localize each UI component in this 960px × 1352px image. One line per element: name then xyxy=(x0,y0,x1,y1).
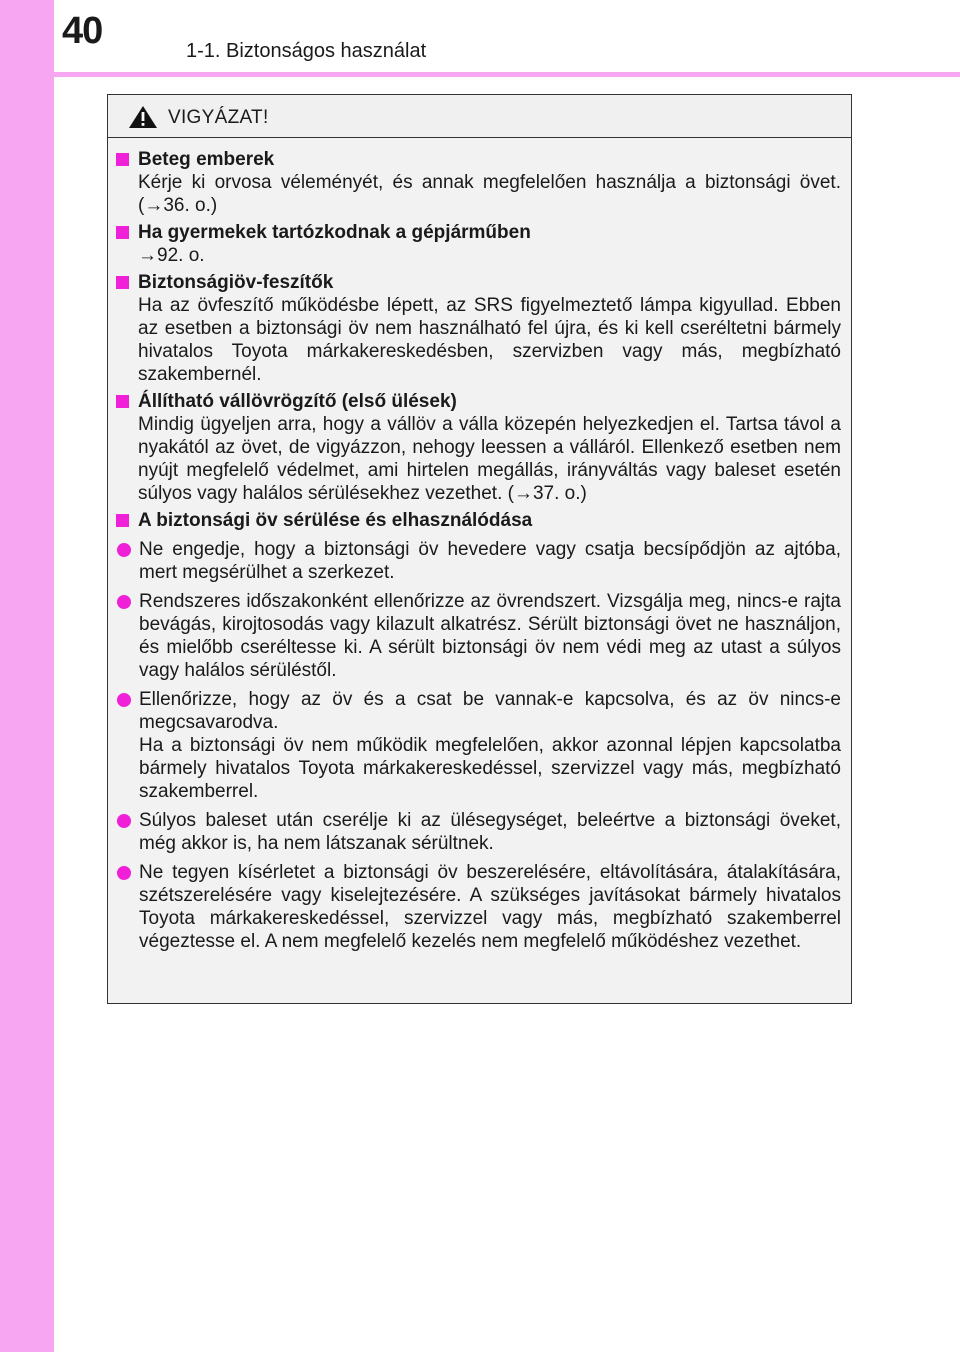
item-text: Ha az övfeszítő működésbe lépett, az SRS figyelmeztető lámpa kigyullad. Ebben az esetben a biztonsági öv nem használható fel újra, és ki kell cseréltetni bármely hivatalos Toyota márkakereskedésben, szervizben vagy más, megbízható szakembernél. xyxy=(138,295,841,385)
item-heading: Beteg emberek xyxy=(138,149,275,170)
item-text: Mindig ügyeljen arra, hogy a vállöv a válla közepén helyezkedjen el. Tartsa távol a nyakától az övet, de vigyázzon, nehogy leessen a válláról. Ellenkező esetben nem nyújt megfelelő védelmet, ami hirtelen megállás, irányváltás vagy baleset esetén súlyos vagy halálos sérülésekhez vezethet. (→37. o.) xyxy=(138,414,841,504)
warning-triangle-icon xyxy=(128,105,158,129)
square-bullet-icon xyxy=(116,514,129,527)
list-item: Súlyos baleset után cserélje ki az ülésegységet, beleértve a biztonsági öveket, még akkor is, ha nem látszanak sérültnek. xyxy=(114,809,841,855)
round-bullet-icon xyxy=(117,595,131,609)
item-heading: A biztonsági öv sérülése és elhasználódása xyxy=(138,510,533,531)
item-heading: Ha gyermekek tartózkodnak a gépjárműben xyxy=(138,222,531,243)
side-tab-stripe xyxy=(0,0,54,1352)
list-item: Ellenőrizze, hogy az öv és a csat be vannak-e kapcsolva, és az öv nincs-e megcsavarodva. Ha a biztonsági öv nem működik megfelelően, akkor azonnal lépjen kapcsolatba bármely hivatalos Toyota márkakereskedéssel, szervizzel vagy más, megbízható szakemberrel. xyxy=(114,688,841,803)
round-bullet-icon xyxy=(117,866,131,880)
item-beteg-emberek xyxy=(114,148,841,217)
round-bullet-icon xyxy=(117,543,131,557)
round-bullet-icon xyxy=(117,814,131,828)
item-text: →92. o. xyxy=(138,245,205,266)
warning-title: VIGYÁZAT! xyxy=(168,107,269,128)
square-bullet-icon xyxy=(116,226,129,239)
list-item: Rendszeres időszakonként ellenőrizze az övrendszert. Vizsgálja meg, nincs-e rajta bevágás, kirojtosodás vagy kilazult alkatrész. Sérült biztonsági övet ne használjon, és mielőbb cseréltesse ki. A sérült biztonsági öv nem védi meg az utast a súlyos vagy halálos sérüléstől. xyxy=(114,590,841,682)
item-heading: Állítható vállövrögzítő (első ülések) xyxy=(138,391,457,412)
list-item: Ne tegyen kísérletet a biztonsági öv beszerelésére, eltávolítására, átalakítására, szétszerelésére vagy kiselejtezésére. A szükséges javításokat bármely hivatalos Toyota márkakereskedéssel, szervizzel vagy más, megbízható szakemberrel végeztesse el. A nem megfelelő kezelés nem megfelelő működéshez vezethet. xyxy=(114,861,841,953)
item-ovfeszitok xyxy=(114,271,841,386)
square-bullet-icon xyxy=(116,276,129,289)
round-bullet-icon xyxy=(117,693,131,707)
header-divider xyxy=(54,72,960,77)
section-title: 1-1. Biztonságos használat xyxy=(186,40,427,62)
item-gyermekek xyxy=(114,221,841,267)
square-bullet-icon xyxy=(116,395,129,408)
item-text: Kérje ki orvosa véleményét, és annak megfelelően használja a biztonsági övet. (→36. o.) xyxy=(138,172,841,216)
square-bullet-icon xyxy=(116,153,129,166)
item-heading: Biztonságiöv-feszítők xyxy=(138,272,334,293)
item-vallovrogzito xyxy=(114,390,841,505)
item-ov-serulese xyxy=(114,509,841,953)
warning-box xyxy=(107,94,852,1004)
warning-body xyxy=(108,138,851,953)
warning-header xyxy=(108,95,851,138)
list-item: Ne engedje, hogy a biztonsági öv hevedere vagy csatja becsípődjön az ajtóba, mert megsérülhet a szerkezet. xyxy=(114,538,841,584)
page-number: 40 xyxy=(62,10,103,52)
